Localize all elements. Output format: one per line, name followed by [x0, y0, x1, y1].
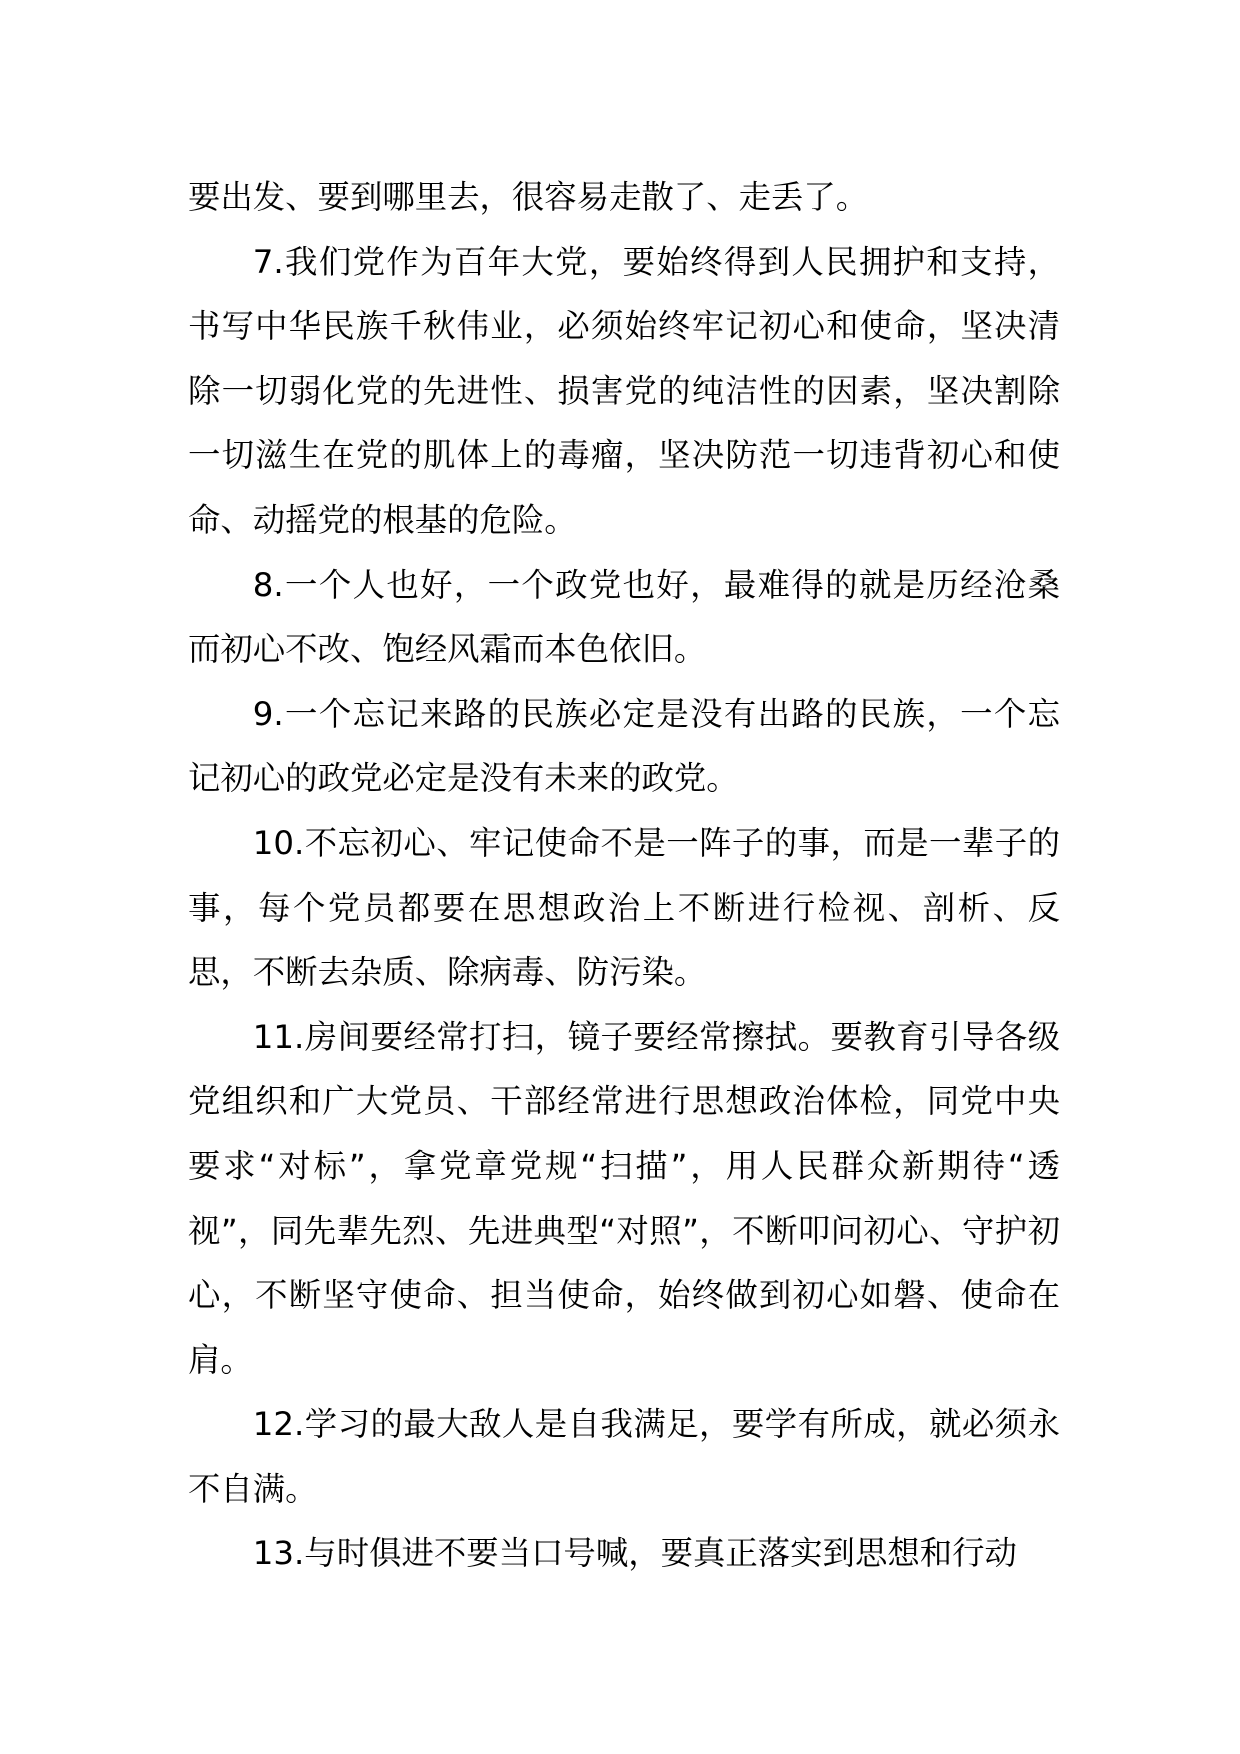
paragraph-item-12: 12.学习的最大敌人是自我满足，要学有所成，就必须永不自满。: [188, 1405, 1060, 1508]
paragraph-item-7: 7.我们党作为百年大党，要始终得到人民拥护和支持，书写中华民族千秋伟业，必须始终牢记初心和使命，坚决清除一切弱化党的先进性、损害党的纯洁性的因素，坚决割除一切滋生在党的肌体上的毒瘤，坚决防范一切违背初心和使命、动摇党的根基的危险。: [188, 242, 1060, 539]
paragraph-item-10: 10.不忘初心、牢记使命不是一阵子的事，而是一辈子的事，每个党员都要在思想政治上不断进行检视、剖析、反思，不断去杂质、除病毒、防污染。: [188, 823, 1060, 992]
paragraph-item-13: 13.与时俱进不要当口号喊，要真正落实到思想和行动: [252, 1534, 1017, 1573]
paragraph-continuation: 要出发、要到哪里去，很容易走散了、走丢了。: [188, 178, 869, 216]
paragraph-item-8: 8.一个人也好，一个政党也好，最难得的就是历经沧桑而初心不改、饱经风霜而本色依旧。: [188, 565, 1060, 669]
paragraph-item-9: 9.一个忘记来路的民族必定是没有出路的民族，一个忘记初心的政党必定是没有未来的政党。: [188, 694, 1060, 798]
document-body: [188, 165, 1060, 1586]
paragraph-item-11: 11.房间要经常打扫，镜子要经常擦拭。要教育引导各级党组织和广大党员、干部经常进行思想政治体检，同党中央要求“对标”，拿党章党规“扫描”，用人民群众新期待“透视”，同先辈先烈、先进典型“对照”，不断叩问初心、守护初心，不断坚守使命、担当使命，始终做到初心如磐、使命在肩。: [188, 1017, 1060, 1379]
